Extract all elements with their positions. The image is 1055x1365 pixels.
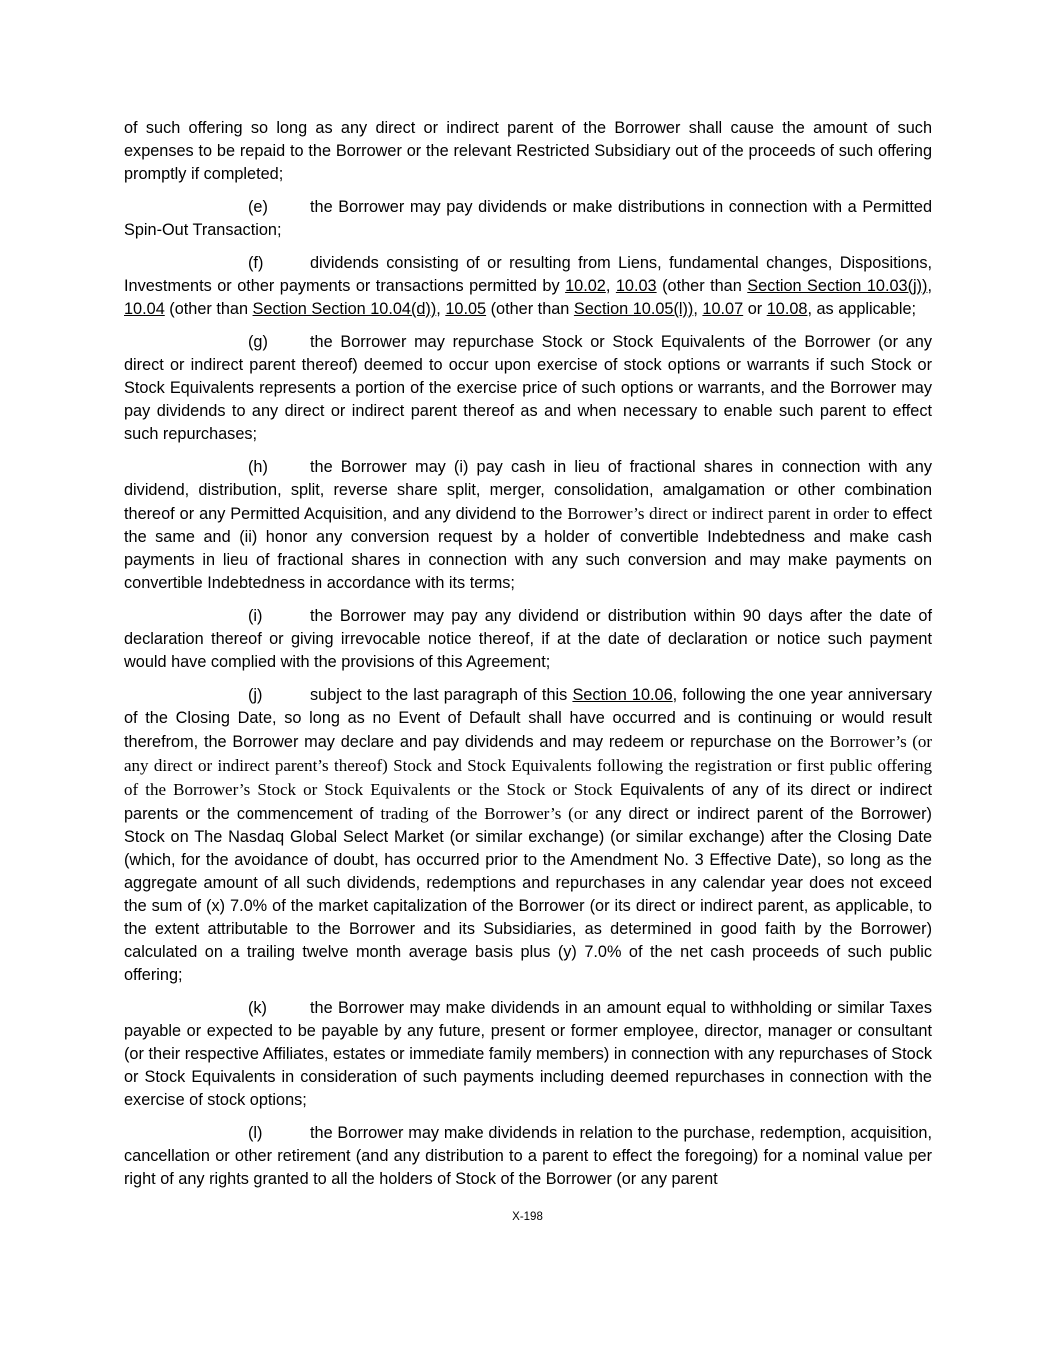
text-run: subject to the last paragraph of this bbox=[310, 686, 573, 704]
paragraph-g bbox=[124, 331, 932, 446]
text-run: Borrower’s (or any direct or indirect parent’s thereof) Stock and Stock Equivalents following the registration or first public offering of the Borrower’s Stock or Stock Equivalents or the Stock or Stock bbox=[124, 732, 933, 799]
text-run: (other than bbox=[164, 300, 253, 318]
text-run: (other than bbox=[656, 277, 748, 295]
paragraph-i bbox=[124, 605, 932, 674]
text-run: or bbox=[743, 300, 767, 318]
section-reference: Section 10.05(l)) bbox=[573, 300, 694, 318]
text-run: the Borrower may repurchase Stock or Stock Equivalents of the Borrower (or any direct or indirect parent thereof) deemed to occur upon exercise of stock options or warrants if such Stock or Stock Equivalents represents a portion of the exercise price of such options or warrants, and the Borrower may pay dividends to any direct or indirect parent thereof as and when necessary to enable such parent to effect such repurchases; bbox=[124, 333, 932, 443]
section-reference: 10.05 bbox=[445, 300, 487, 318]
text-run: the Borrower may make dividends in relation to the purchase, redemption, acquisition, cancellation or other retirement (and any distribution to a parent to effect the foregoing) for a nominal value per right of any rights granted to all the holders of Stock of the Borrower (or any parent bbox=[124, 1124, 932, 1188]
section-reference: Section Section 10.03(j)) bbox=[747, 277, 928, 295]
section-reference: 10.03 bbox=[615, 277, 657, 295]
text-run: Equivalents of any of its direct or indirect parents or the commencement of bbox=[124, 781, 932, 823]
paragraph-e bbox=[124, 196, 932, 242]
paragraph-label: (f) bbox=[248, 254, 264, 272]
text-run: Borrower’s direct or indirect parent in order bbox=[567, 504, 869, 523]
text-run: of such offering so long as any direct or indirect parent of the Borrower shall cause the amount of such expenses to be repaid to the Borrower or the relevant Restricted Subsidiary out of the proceeds of such offering promptly if completed; bbox=[124, 119, 932, 183]
page-footer bbox=[0, 1211, 1055, 1223]
text-run: , as applicable; bbox=[807, 300, 917, 318]
section-reference: 10.02 bbox=[565, 277, 606, 295]
section-reference: 10.04 bbox=[124, 300, 165, 318]
text-run: the Borrower may (i) pay cash in lieu of fractional shares in connection with any dividend, distribution, split, reverse share split, merger, consolidation, amalgamation or other combination thereof or any Permitted Acquisition, and any dividend to the bbox=[124, 458, 932, 523]
text-run: , bbox=[693, 300, 703, 318]
text-run: , following the one year anniversary of the Closing Date, so long as no Event of Default shall have occurred and is continuing or would result therefrom, the Borrower may declare and pay dividends and may redeem or repurchase on the bbox=[124, 686, 932, 751]
text-run: the Borrower may pay any dividend or distribution within 90 days after the date of declaration thereof or giving irrevocable notice thereof, if at the date of declaration or notice such payment would have complied with the provisions of this Agreement; bbox=[124, 607, 932, 671]
paragraph-h bbox=[124, 456, 932, 595]
paragraph-label: (k) bbox=[248, 999, 267, 1017]
paragraph-j bbox=[124, 684, 932, 987]
text-run: any direct or indirect parent of the Borrower) Stock on The Nasdaq Global Select Market (or similar exchange) (or similar exchange) after the Closing Date (which, for the avoidance of doubt, has occurred prior to the Amendment No. 3 Effective Date), so long as the aggregate amount of all such dividends, redemptions and repurchases in any calendar year does not exceed the sum of (x) 7.0% of the market capitalization of the Borrower (or its direct or indirect parent, as applicable, to the extent attributable to the Borrower and its Subsidiaries, as determined in good faith by the Borrower) calculated on a trailing twelve month average basis plus (y) 7.0% of the net cash proceeds of such public offering; bbox=[124, 805, 932, 984]
section-reference: Section 10.06 bbox=[572, 686, 673, 704]
text-run: dividends consisting of or resulting from Liens, fundamental changes, Dispositions, Investments or other payments or transactions permitted by bbox=[124, 254, 932, 295]
section-reference: Section Section 10.04(d)) bbox=[252, 300, 437, 318]
paragraph-label: (j) bbox=[248, 686, 263, 704]
text-run: to effect the same and (ii) honor any conversion request by a holder of convertible Indebtedness and make cash payments in lieu of fractional shares in connection with any such conversion and may make payments on convertible Indebtedness in accordance with its terms; bbox=[124, 505, 932, 592]
paragraph-l bbox=[124, 1122, 932, 1191]
paragraph-label: (e) bbox=[248, 198, 268, 216]
text-run: (other than bbox=[486, 300, 574, 318]
paragraph-label: (l) bbox=[248, 1124, 263, 1142]
section-reference: 10.08 bbox=[766, 300, 808, 318]
text-run: the Borrower may make dividends in an amount equal to withholding or similar Taxes payable or expected to be payable by any future, present or former employee, director, manager or consultant (or their respective Affiliates, estates or immediate family members) in connection with any repurchases of Stock or Stock Equivalents in consideration of such payments including deemed repurchases in connection with the exercise of stock options; bbox=[124, 999, 932, 1109]
paragraph-label: (g) bbox=[248, 333, 268, 351]
paragraph-continuation bbox=[124, 117, 932, 186]
paragraph-f bbox=[124, 252, 932, 321]
text-run: the Borrower may pay dividends or make distributions in connection with a Permitted Spin-Out Transaction; bbox=[124, 198, 932, 239]
text-run: , bbox=[927, 277, 932, 295]
paragraph-label: (h) bbox=[248, 458, 268, 476]
text-run: trading of the Borrower’s (or bbox=[380, 804, 588, 823]
paragraph-label: (i) bbox=[248, 607, 263, 625]
page-body-text bbox=[124, 117, 932, 1201]
text-run: , bbox=[436, 300, 446, 318]
section-reference: 10.07 bbox=[702, 300, 744, 318]
paragraph-k bbox=[124, 997, 932, 1112]
text-run: , bbox=[605, 277, 616, 295]
page-number: X-198 bbox=[512, 1211, 543, 1223]
